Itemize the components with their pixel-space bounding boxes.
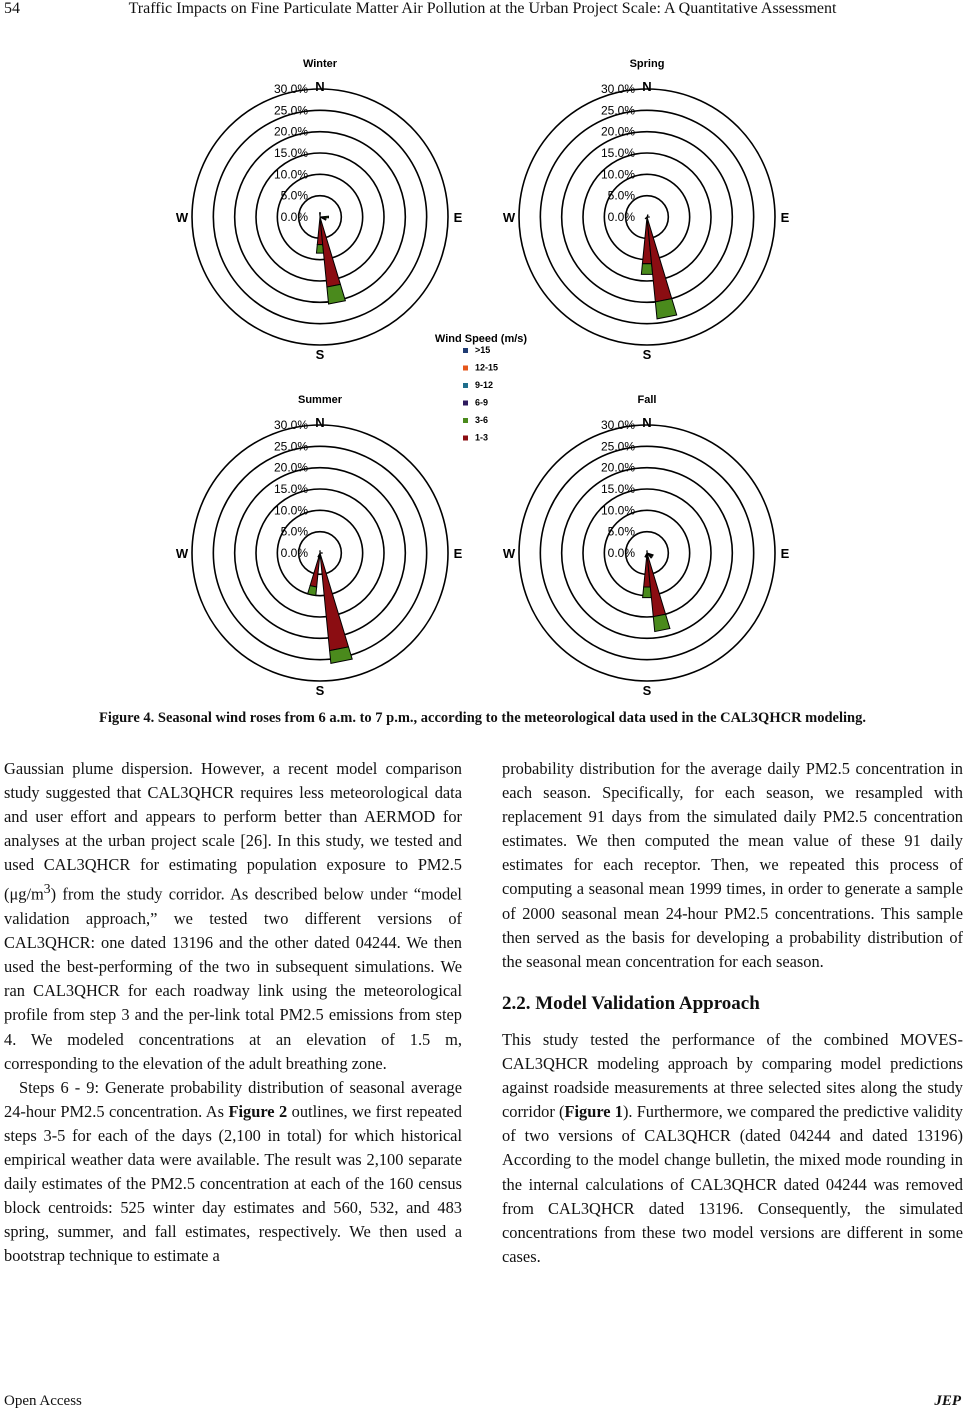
rose-title: Spring — [629, 58, 665, 70]
figure-wind-roses — [170, 50, 795, 705]
compass-east: E — [453, 546, 463, 561]
section-heading: 2.2. Model Validation Approach — [502, 992, 760, 1014]
legend-swatch — [463, 383, 468, 388]
paragraph — [4, 757, 462, 1076]
page-number: 54 — [4, 0, 20, 17]
wind-wedge-1-3 — [310, 553, 320, 587]
legend-swatch — [463, 348, 468, 353]
rose-title: Winter — [302, 58, 338, 70]
compass-south: S — [642, 347, 652, 362]
wind-wedge-1-3 — [320, 553, 348, 651]
paragraph-text: ). Furthermore, we compared the predictive validity of two versions of CAL3QHCR (dated 04244 and dated 13196) According to the model change bulletin, the mixed mode rounding in the internal calculations of CAL3QHCR dated 04244 was removed from CAL3QHCR dated 13196. Consequently, the simulated concentrations from these two model versions are different in some cases. — [502, 1102, 963, 1266]
legend-swatch — [463, 418, 468, 423]
compass-south: S — [315, 683, 325, 698]
ring-label: 25.0% — [273, 103, 308, 118]
paragraph — [502, 1028, 963, 1269]
ring-label: 20.0% — [600, 124, 635, 139]
legend-label: 1-3 — [475, 432, 489, 443]
wind-wedge-3-6 — [653, 614, 670, 631]
compass-west: W — [175, 210, 189, 225]
compass-south: S — [642, 683, 652, 698]
ring-label: 15.0% — [600, 146, 635, 160]
wind-wedge-3-6 — [641, 264, 652, 275]
wind-wedge-3-6 — [308, 586, 317, 596]
compass-south: S — [315, 347, 325, 362]
wind-wedge-1-3 — [320, 217, 340, 287]
ring-label: 30.0% — [600, 82, 635, 96]
legend-swatch — [463, 401, 468, 406]
ring-label: 0.0% — [607, 210, 635, 224]
compass-west: W — [175, 546, 189, 561]
paragraph-text: ) from the study corridor. As described below under “model validation approach,” we tested two different versions of CAL3QHCR: one dated 13196 and the other dated 04244. We then used the best-performing of the two in subsequent simulations. We ran CAL3QHCR for each roadway link using the meteorological profile from step 3 and the per-link total PM2.5 emissions from step 4. We modeled concentrations at an elevation of 1.5 m, corresponding to the elevation of the adult breathing zone. — [4, 884, 462, 1073]
compass-north: N — [315, 79, 325, 94]
legend-label: >15 — [475, 345, 491, 355]
ring-label: 30.0% — [273, 418, 308, 432]
ring-label: 5.0% — [607, 524, 635, 539]
rose-title: Summer — [297, 394, 343, 406]
paragraph-text: Steps 6 - 9: Generate probability distribution of seasonal average 24-hour PM2.5 concentration. As — [4, 1077, 462, 1121]
ring-label: 5.0% — [280, 524, 308, 539]
ring-label: 10.0% — [273, 167, 308, 182]
compass-east: E — [780, 210, 790, 225]
superscript: 3 — [43, 881, 51, 897]
ring-label: 25.0% — [600, 439, 635, 454]
wind-roses-chart — [170, 50, 795, 705]
ring-label: 5.0% — [607, 188, 635, 203]
rose-title: Fall — [637, 394, 657, 406]
footer-journal: JEP — [934, 1393, 961, 1409]
wind-wedge-1-3 — [647, 553, 666, 617]
right-column — [502, 757, 963, 1269]
wind-wedge-3-6 — [655, 299, 676, 319]
compass-north: N — [315, 415, 325, 430]
ring-label: 25.0% — [273, 439, 308, 454]
ring-label: 10.0% — [273, 503, 308, 518]
compass-north: N — [642, 415, 652, 430]
ring-label: 20.0% — [273, 124, 308, 139]
ring-label: 0.0% — [280, 210, 308, 224]
legend-label: 12-15 — [475, 362, 499, 373]
page-header — [0, 0, 965, 22]
wind-wedge-1-3 — [320, 213, 321, 217]
ring-label: 25.0% — [600, 103, 635, 118]
ring-label: 20.0% — [600, 460, 635, 475]
footer-open-access: Open Access — [4, 1393, 82, 1409]
compass-east: E — [453, 210, 463, 225]
paragraph — [4, 1076, 462, 1269]
ring-label: 0.0% — [280, 546, 308, 560]
ring-label: 20.0% — [273, 460, 308, 475]
ring-label: 15.0% — [273, 146, 308, 160]
legend-swatch — [463, 436, 468, 441]
legend-title: Wind Speed (m/s) — [434, 333, 528, 345]
figure-reference: Figure 2 — [228, 1101, 288, 1121]
wind-wedge-1-3 — [647, 217, 672, 302]
ring-label: 10.0% — [600, 503, 635, 518]
left-column — [4, 757, 462, 1268]
paragraph: probability distribution for the average daily PM2.5 concentration in each season. Specifically, for each season, we resampled with replacement 91 days from the simulated daily PM2.5 concentration estimates. We then computed the mean value of these 91 daily estimates for each receptor. Then, we repeated this process of computing a seasonal mean 1999 times, in order to generate a sample of 2000 seasonal mean 24-hour PM2.5 concentrations. This sample then served as the basis for developing a probability distribution of the seasonal mean concentration for each season. — [502, 759, 963, 971]
paragraph-text: outlines, we first repeated steps 3-5 for each of the days (2,100 in total) for which historical empirical weather data were available. The result was 2,100 separate daily estimates of the PM2.5 concentration at each of the 160 census block centroids: 525 winter day estimates and 560, 532, and 483 spring, summer, and fall estimates, respectively. We then used a bootstrap technique to estimate a — [4, 1101, 462, 1266]
legend-label: 3-6 — [475, 415, 489, 425]
running-head: Traffic Impacts on Fine Particulate Matter Air Pollution at the Urban Project Scale: A Quantitative Assessment — [128, 0, 837, 17]
ring-label: 30.0% — [273, 82, 308, 96]
figure-caption: Figure 4. Seasonal wind roses from 6 a.m. to 7 p.m., according to the meteorological data used in the CAL3QHCR modeling. — [98, 710, 866, 726]
legend-swatch — [463, 366, 468, 371]
legend-label: 6-9 — [475, 397, 489, 408]
ring-label: 30.0% — [600, 418, 635, 432]
wind-wedge-3-6 — [327, 284, 345, 304]
paragraph-text: Gaussian plume dispersion. However, a recent model comparison study suggested that CAL3QHCR requires less meteorological data and user effort and appears to perform better than AERMOD for analyses at the urban project scale [26]. In this study, we tested and used CAL3QHCR for estimating population exposure to PM2.5 ( — [4, 759, 462, 904]
compass-west: W — [502, 210, 516, 225]
ring-label: 15.0% — [600, 482, 635, 496]
ring-label: 10.0% — [600, 167, 635, 182]
unit-text: g/m — [18, 884, 44, 904]
compass-north: N — [642, 79, 652, 94]
legend-label: 9-12 — [475, 380, 494, 390]
ring-label: 5.0% — [280, 188, 308, 203]
compass-west: W — [502, 546, 516, 561]
unit-mu: μ — [9, 884, 19, 904]
compass-east: E — [780, 546, 790, 561]
figure-reference: Figure 1 — [564, 1102, 623, 1122]
paragraph-text: This study tested the performance of the combined MOVES-CAL3QHCR modeling approach by comparing model predictions against roadside measurements at three selected sites along the study corridor ( — [502, 1029, 963, 1122]
ring-label: 15.0% — [273, 482, 308, 496]
ring-label: 0.0% — [607, 546, 635, 560]
